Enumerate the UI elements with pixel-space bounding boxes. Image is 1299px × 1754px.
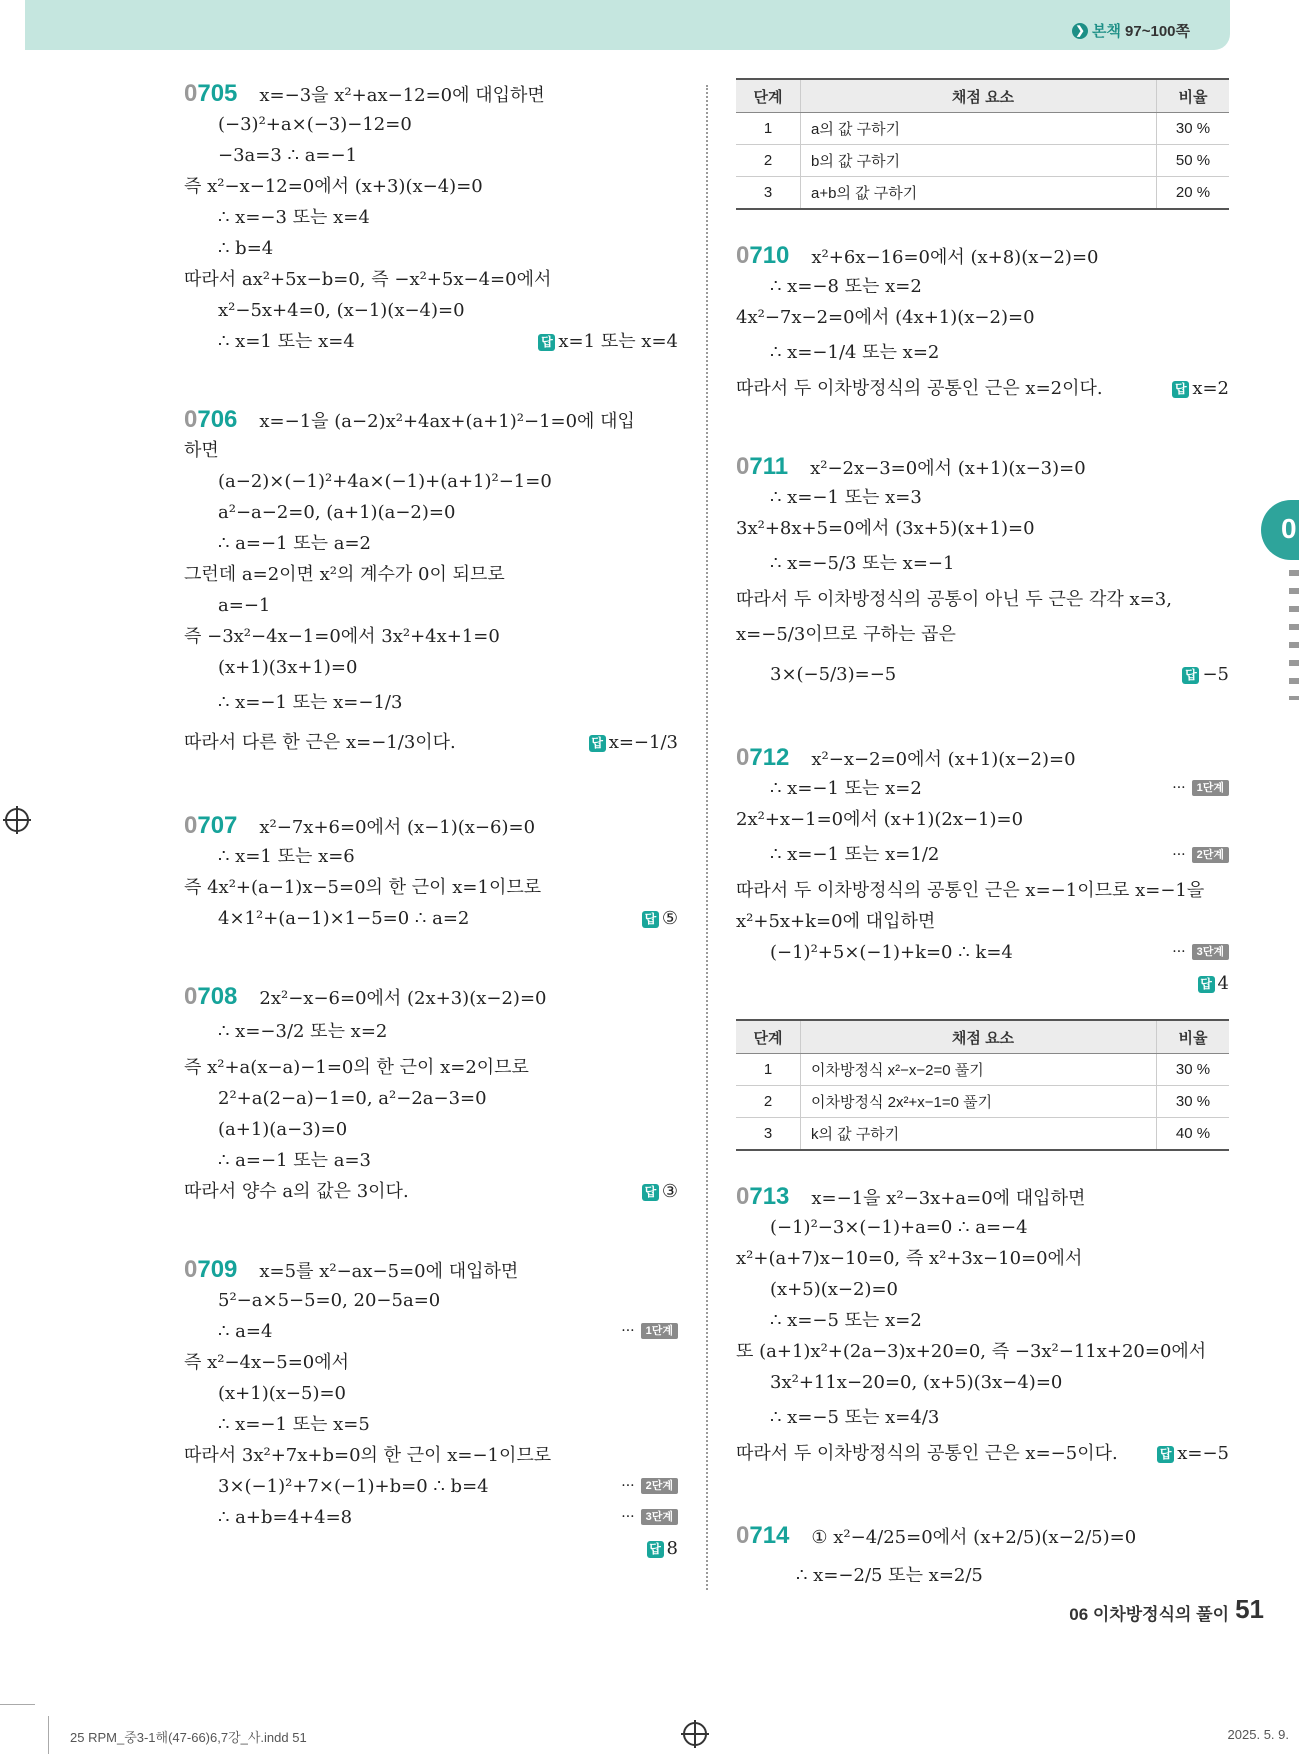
problem-711: [736, 451, 1229, 695]
solution-line: [184, 1316, 678, 1347]
solution-text: (x+5)(x−2)=0: [770, 1279, 898, 1300]
step-marker: ··· 1단계: [1172, 773, 1229, 804]
answer-badge-icon: 답: [538, 334, 555, 351]
table-row: [736, 145, 1229, 177]
answer: [642, 1176, 678, 1207]
solution-text: x²+(a+7)x−10=0, 즉 x²+3x−10=0에서: [736, 1248, 1083, 1269]
solution-line: [184, 1347, 678, 1378]
solution-text: ∴ x=−5/3 또는 x=−1: [770, 553, 955, 574]
reference-pages: [1072, 20, 1190, 41]
reference-label: 본책: [1092, 23, 1122, 40]
table-cell-item: k의 값 구하기: [801, 1118, 1157, 1151]
answer-value: 8: [666, 1538, 678, 1559]
answer-badge-icon: 답: [1172, 381, 1189, 398]
solution-text: ∴ b=4: [218, 238, 274, 259]
solution-text: 따라서 두 이차방정식의 공통인 근은 x=−1이므로 x=−1을: [736, 880, 1205, 901]
solution-text: 즉 x²−4x−5=0에서: [184, 1352, 350, 1373]
solution-line: [184, 1471, 678, 1502]
slug-date: 2025. 5. 9.: [1227, 1727, 1289, 1742]
table-header: 단계: [736, 1020, 801, 1054]
problem-number-value: 706: [197, 406, 238, 433]
solution-text: x=−1을 (a−2)x²+4ax+(a+1)²−1=0에 대입: [259, 411, 635, 432]
table-row: [736, 1086, 1229, 1118]
solution-line: [736, 875, 1229, 906]
solution-text: 그런데 a=2이면 x²의 계수가 0이 되므로: [184, 564, 505, 585]
solution-text: 3x²+11x−20=0, (x+5)(3x−4)=0: [770, 1372, 1063, 1393]
problem-705: [184, 78, 678, 357]
table-row: [736, 1118, 1229, 1151]
solution-line: [184, 1083, 678, 1114]
step-badge: 2단계: [1192, 847, 1229, 863]
solution-text: 3×(−1)²+7×(−1)+b=0 ∴ b=4: [218, 1476, 489, 1497]
solution-text: 즉 4x²+(a−1)x−5=0의 한 근이 x=1이므로: [184, 877, 542, 898]
solution-text: ∴ a=−1 또는 a=2: [218, 533, 372, 554]
table-cell-step: 3: [736, 1118, 801, 1151]
solution-line: [184, 1145, 678, 1176]
problem-707: [184, 810, 678, 934]
solution-line: [184, 1440, 678, 1471]
solution-line: [736, 968, 1229, 999]
solution-text: ∴ x=−1 또는 x=5: [218, 1414, 370, 1435]
table-cell-ratio: 20 %: [1157, 177, 1230, 210]
table-row: [736, 113, 1229, 145]
solution-text: 5²−a×5−5=0, 20−5a=0: [218, 1290, 441, 1311]
answer-badge-icon: 답: [1157, 1446, 1174, 1463]
solution-line: [184, 171, 678, 202]
solution-text: 따라서 다른 한 근은 x=−1/3이다.: [184, 732, 456, 753]
solution-line: [736, 451, 1229, 482]
table-row: [736, 177, 1229, 210]
problem-number-value: 711: [749, 453, 789, 480]
answer-value: x=−5: [1177, 1443, 1229, 1464]
right-column: [736, 78, 1229, 1643]
table-cell-item: a의 값 구하기: [801, 113, 1157, 145]
problem-706: [184, 404, 678, 763]
answer-value: 4: [1217, 973, 1229, 994]
solution-text: x²−2x−3=0에서 (x+1)(x−3)=0: [810, 458, 1086, 479]
solution-text: 4×1²+(a−1)×1−5=0 ∴ a=2: [218, 908, 470, 929]
answer: [647, 1533, 678, 1564]
answer-value: −5: [1202, 664, 1229, 685]
step-badge: 1단계: [641, 1323, 678, 1339]
solution-line: [184, 810, 678, 841]
solution-line: [736, 742, 1229, 773]
table-cell-ratio: 30 %: [1157, 1086, 1230, 1118]
solution-text: 또 (a+1)x²+(2a−3)x+20=0, 즉 −3x²−11x+20=0에서: [736, 1341, 1207, 1362]
step-badge: 2단계: [641, 1478, 678, 1494]
solution-line: [736, 333, 1229, 373]
crop-line: [0, 1704, 35, 1705]
solution-line: [736, 513, 1229, 544]
table-cell-step: 2: [736, 145, 801, 177]
solution-line: [184, 202, 678, 233]
solution-line: [184, 903, 678, 934]
side-tab-caption: [1289, 570, 1299, 700]
table-header: 비율: [1157, 79, 1230, 113]
arrow-right-circle-icon: ❯: [1072, 23, 1088, 39]
table-cell-ratio: 50 %: [1157, 145, 1230, 177]
solution-line: [184, 872, 678, 903]
answer-badge-icon: 답: [642, 1184, 659, 1201]
problem-number-prefix: 0: [736, 744, 750, 771]
solution-text: 4x²−7x−2=0에서 (4x+1)(x−2)=0: [736, 307, 1035, 328]
solution-line: [184, 140, 678, 171]
solution-text: 따라서 두 이차방정식의 공통이 아닌 두 근은 각각 x=3,: [736, 589, 1172, 610]
slug-line: [48, 1716, 49, 1754]
problem-number-value: 713: [749, 1183, 790, 1210]
solution-line: [736, 615, 1229, 655]
solution-text: x²−7x+6=0에서 (x−1)(x−6)=0: [259, 817, 536, 838]
solution-line: [736, 1516, 1229, 1556]
answer: [1157, 1438, 1229, 1469]
step-badge: 3단계: [641, 1509, 678, 1525]
solution-text: ∴ x=−1 또는 x=2: [770, 778, 922, 799]
solution-line: [736, 1336, 1229, 1367]
solution-line: [736, 1274, 1229, 1305]
solution-text: 따라서 두 이차방정식의 공통인 근은 x=2이다.: [736, 378, 1103, 399]
solution-line: [184, 683, 678, 723]
solution-text: 3x²+8x+5=0에서 (3x+5)(x+1)=0: [736, 518, 1035, 539]
solution-line: [736, 240, 1229, 271]
table-cell-item: a+b의 값 구하기: [801, 177, 1157, 210]
solution-text: x²+6x−16=0에서 (x+8)(x−2)=0: [811, 247, 1099, 268]
problem-number: [736, 242, 789, 269]
problem-number: [184, 812, 237, 839]
solution-line: [736, 373, 1229, 404]
column-divider: [706, 85, 708, 1590]
solution-text: ∴ x=−2/5 또는 x=2/5: [796, 1565, 983, 1586]
solution-text: 따라서 양수 a의 값은 3이다.: [184, 1181, 409, 1202]
step-marker: ··· 3단계: [1172, 937, 1229, 968]
solution-line: [736, 1556, 1229, 1596]
solution-line: [736, 937, 1229, 968]
solution-text: 3×(−5/3)=−5: [770, 664, 897, 685]
problem-713: [736, 1181, 1229, 1469]
problem-number: [736, 453, 788, 480]
chapter-title: 06 이차방정식의 풀이: [1069, 1605, 1229, 1624]
solution-text: a=−1: [218, 595, 271, 616]
problem-number-value: 714: [749, 1522, 790, 1549]
side-tab-label: 0: [1281, 513, 1297, 544]
solution-line: [184, 981, 678, 1012]
table-cell-item: 이차방정식 2x²+x−1=0 풀기: [801, 1086, 1157, 1118]
answer-value: ⑤: [661, 908, 678, 929]
solution-text: x²−x−2=0에서 (x+1)(x−2)=0: [811, 749, 1076, 770]
solution-text: (a−2)×(−1)²+4a×(−1)+(a+1)²−1=0: [218, 471, 552, 492]
problem-number: [184, 406, 237, 433]
answer: [1198, 968, 1229, 999]
solution-text: x=−5/3이므로 구하는 곱은: [736, 624, 956, 645]
solution-line: [184, 295, 678, 326]
table-row: [736, 1054, 1229, 1086]
answer-value: x=2: [1192, 378, 1229, 399]
solution-text: ∴ x=−3 또는 x=4: [218, 207, 370, 228]
table-header: 단계: [736, 79, 801, 113]
solution-text: x²+5x+k=0에 대입하면: [736, 911, 936, 932]
step-badge: 3단계: [1192, 944, 1229, 960]
solution-line: [184, 621, 678, 652]
solution-line: [184, 1052, 678, 1083]
solution-text: (x+1)(3x+1)=0: [218, 657, 358, 678]
answer: [1182, 655, 1229, 695]
solution-text: ① x²−4/25=0에서 (x+2/5)(x−2/5)=0: [811, 1527, 1137, 1548]
step-badge: 1단계: [1192, 780, 1229, 796]
solution-line: [736, 584, 1229, 615]
answer-badge-icon: 답: [642, 911, 659, 928]
scoring-table: [736, 78, 1229, 210]
solution-text: ∴ a=−1 또는 a=3: [218, 1150, 372, 1171]
answer: [589, 723, 678, 763]
problem-number-prefix: 0: [184, 406, 198, 433]
solution-text: ∴ a+b=4+4=8: [218, 1507, 353, 1528]
solution-text: 2x²+x−1=0에서 (x+1)(2x−1)=0: [736, 809, 1024, 830]
solution-text: (−1)²+5×(−1)+k=0 ∴ k=4: [770, 942, 1013, 963]
problem-number: [736, 1183, 789, 1210]
problem-number-prefix: 0: [736, 453, 750, 480]
solution-line: [736, 544, 1229, 584]
answer-badge-icon: 답: [1198, 976, 1215, 993]
table-cell-item: b의 값 구하기: [801, 145, 1157, 177]
step-marker: ··· 1단계: [621, 1316, 678, 1347]
step-marker: ··· 3단계: [621, 1502, 678, 1533]
header-band: [25, 0, 1230, 50]
answer-badge-icon: 답: [647, 1541, 664, 1558]
solution-line: [736, 1367, 1229, 1398]
problem-number-prefix: 0: [736, 242, 750, 269]
solution-line: [184, 404, 678, 435]
chapter-side-tab: [1261, 500, 1299, 560]
solution-text: x=−1을 x²−3x+a=0에 대입하면: [811, 1188, 1086, 1209]
solution-line: [184, 264, 678, 295]
solution-line: [184, 841, 678, 872]
table-cell-item: 이차방정식 x²−x−2=0 풀기: [801, 1054, 1157, 1086]
problem-number-prefix: 0: [184, 80, 198, 107]
solution-text: 따라서 두 이차방정식의 공통인 근은 x=−5이다.: [736, 1443, 1118, 1464]
solution-text: 2²+a(2−a)−1=0, a²−2a−3=0: [218, 1088, 487, 1109]
solution-text: 즉 −3x²−4x−1=0에서 3x²+4x+1=0: [184, 626, 500, 647]
solution-text: ∴ x=1 또는 x=4: [218, 331, 355, 352]
solution-text: 따라서 ax²+5x−b=0, 즉 −x²+5x−4=0에서: [184, 269, 552, 290]
problem-708: [184, 981, 678, 1207]
answer-value: x=−1/3: [608, 732, 678, 753]
answer-value: ③: [661, 1181, 678, 1202]
answer-value: x=1 또는 x=4: [558, 331, 678, 352]
solution-line: [184, 497, 678, 528]
solution-line: [736, 1398, 1229, 1438]
solution-text: ∴ x=−1/4 또는 x=2: [770, 342, 940, 363]
solution-text: x=−3을 x²+ax−12=0에 대입하면: [259, 85, 545, 106]
problem-number-value: 709: [197, 1256, 238, 1283]
registration-mark: [5, 808, 29, 832]
solution-line: [184, 1114, 678, 1145]
solution-text: (x+1)(x−5)=0: [218, 1383, 346, 1404]
solution-line: [184, 528, 678, 559]
answer: [642, 903, 678, 934]
solution-line: [736, 835, 1229, 875]
problem-number: [736, 1522, 789, 1549]
solution-text: 즉 x²−x−12=0에서 (x+3)(x−4)=0: [184, 176, 483, 197]
reference-pages-value: 97~100쪽: [1125, 23, 1190, 40]
solution-text: a²−a−2=0, (a+1)(a−2)=0: [218, 502, 456, 523]
solution-line: [184, 1533, 678, 1564]
solution-line: [184, 723, 678, 763]
solution-text: (a+1)(a−3)=0: [218, 1119, 348, 1140]
solution-text: (−3)²+a×(−3)−12=0: [218, 114, 412, 135]
table-header-row: [736, 1020, 1229, 1054]
solution-line: [184, 435, 678, 466]
solution-line: [736, 804, 1229, 835]
table-cell-step: 1: [736, 113, 801, 145]
solution-line: [736, 1243, 1229, 1274]
solution-text: ∴ x=−8 또는 x=2: [770, 276, 922, 297]
solution-line: [736, 655, 1229, 695]
solution-line: [184, 590, 678, 621]
table-cell-ratio: 40 %: [1157, 1118, 1230, 1151]
scoring-table: [736, 1019, 1229, 1151]
table-cell-ratio: 30 %: [1157, 1054, 1230, 1086]
table-header-row: [736, 79, 1229, 113]
solution-text: ∴ x=−5 또는 x=4/3: [770, 1407, 940, 1428]
solution-text: ∴ x=−3/2 또는 x=2: [218, 1021, 388, 1042]
problem-number-value: 707: [197, 812, 238, 839]
solution-line: [184, 1176, 678, 1207]
answer: [1172, 373, 1229, 404]
left-column: [184, 78, 678, 1611]
solution-line: [736, 1305, 1229, 1336]
problem-number: [184, 983, 237, 1010]
problem-number: [736, 744, 789, 771]
problem-number: [184, 80, 237, 107]
problem-number-prefix: 0: [184, 812, 198, 839]
solution-line: [184, 233, 678, 264]
solution-line: [736, 1181, 1229, 1212]
solution-text: ∴ x=−1 또는 x=1/2: [770, 844, 940, 865]
solution-text: x=5를 x²−ax−5=0에 대입하면: [259, 1261, 519, 1282]
solution-line: [736, 302, 1229, 333]
solution-line: [184, 1409, 678, 1440]
problem-number-prefix: 0: [736, 1522, 750, 1549]
solution-line: [184, 466, 678, 497]
problem-714: [736, 1516, 1229, 1596]
table-cell-step: 1: [736, 1054, 801, 1086]
solution-text: 하면: [184, 440, 219, 461]
solution-line: [184, 1254, 678, 1285]
solution-line: [184, 1285, 678, 1316]
solution-text: ∴ x=−1 또는 x=−1/3: [218, 692, 403, 713]
step-marker: ··· 2단계: [1172, 835, 1229, 875]
step-marker: ··· 2단계: [621, 1471, 678, 1502]
table-header: 채점 요소: [801, 1020, 1157, 1054]
solution-text: ∴ x=−1 또는 x=3: [770, 487, 922, 508]
table-cell-step: 3: [736, 177, 801, 210]
solution-line: [736, 1212, 1229, 1243]
solution-line: [736, 1438, 1229, 1469]
problem-number-value: 705: [197, 80, 238, 107]
problem-712: [736, 742, 1229, 999]
solution-line: [184, 1378, 678, 1409]
solution-line: [184, 326, 678, 357]
solution-text: ∴ x=1 또는 x=6: [218, 846, 355, 867]
solution-line: [736, 271, 1229, 302]
answer: [538, 326, 678, 357]
table-header: 비율: [1157, 1020, 1230, 1054]
slug-file: 25 RPM_중3-1해(47-66)6,7강_사.indd 51: [70, 1730, 307, 1745]
problem-number-value: 710: [749, 242, 790, 269]
solution-line: [184, 559, 678, 590]
problem-number-prefix: 0: [736, 1183, 750, 1210]
solution-text: 즉 x²+a(x−a)−1=0의 한 근이 x=2이므로: [184, 1057, 529, 1078]
solution-line: [184, 1012, 678, 1052]
answer-badge-icon: 답: [589, 735, 606, 752]
solution-line: [184, 1502, 678, 1533]
problem-number-value: 712: [749, 744, 790, 771]
problem-number-prefix: 0: [184, 1256, 198, 1283]
solution-line: [736, 773, 1229, 804]
solution-line: [184, 109, 678, 140]
table-cell-step: 2: [736, 1086, 801, 1118]
solution-text: 2x²−x−6=0에서 (2x+3)(x−2)=0: [259, 988, 547, 1009]
solution-text: x²−5x+4=0, (x−1)(x−4)=0: [218, 300, 465, 321]
solution-line: [736, 906, 1229, 937]
problem-number-prefix: 0: [184, 983, 198, 1010]
answer-badge-icon: 답: [1182, 667, 1199, 684]
problem-709: [184, 1254, 678, 1564]
problem-number-value: 708: [197, 983, 238, 1010]
solution-text: −3a=3 ∴ a=−1: [218, 145, 358, 166]
solution-line: [184, 78, 678, 109]
page-number: 51: [1235, 1594, 1264, 1624]
solution-text: ∴ x=−5 또는 x=2: [770, 1310, 922, 1331]
table-cell-ratio: 30 %: [1157, 113, 1230, 145]
solution-text: (−1)²−3×(−1)+a=0 ∴ a=−4: [770, 1217, 1028, 1238]
registration-mark: [683, 1722, 707, 1746]
problem-number: [184, 1256, 237, 1283]
solution-text: 따라서 3x²+7x+b=0의 한 근이 x=−1이므로: [184, 1445, 552, 1466]
solution-line: [736, 482, 1229, 513]
solution-line: [184, 652, 678, 683]
problem-710: [736, 240, 1229, 404]
table-header: 채점 요소: [801, 79, 1157, 113]
solution-text: ∴ a=4: [218, 1321, 273, 1342]
